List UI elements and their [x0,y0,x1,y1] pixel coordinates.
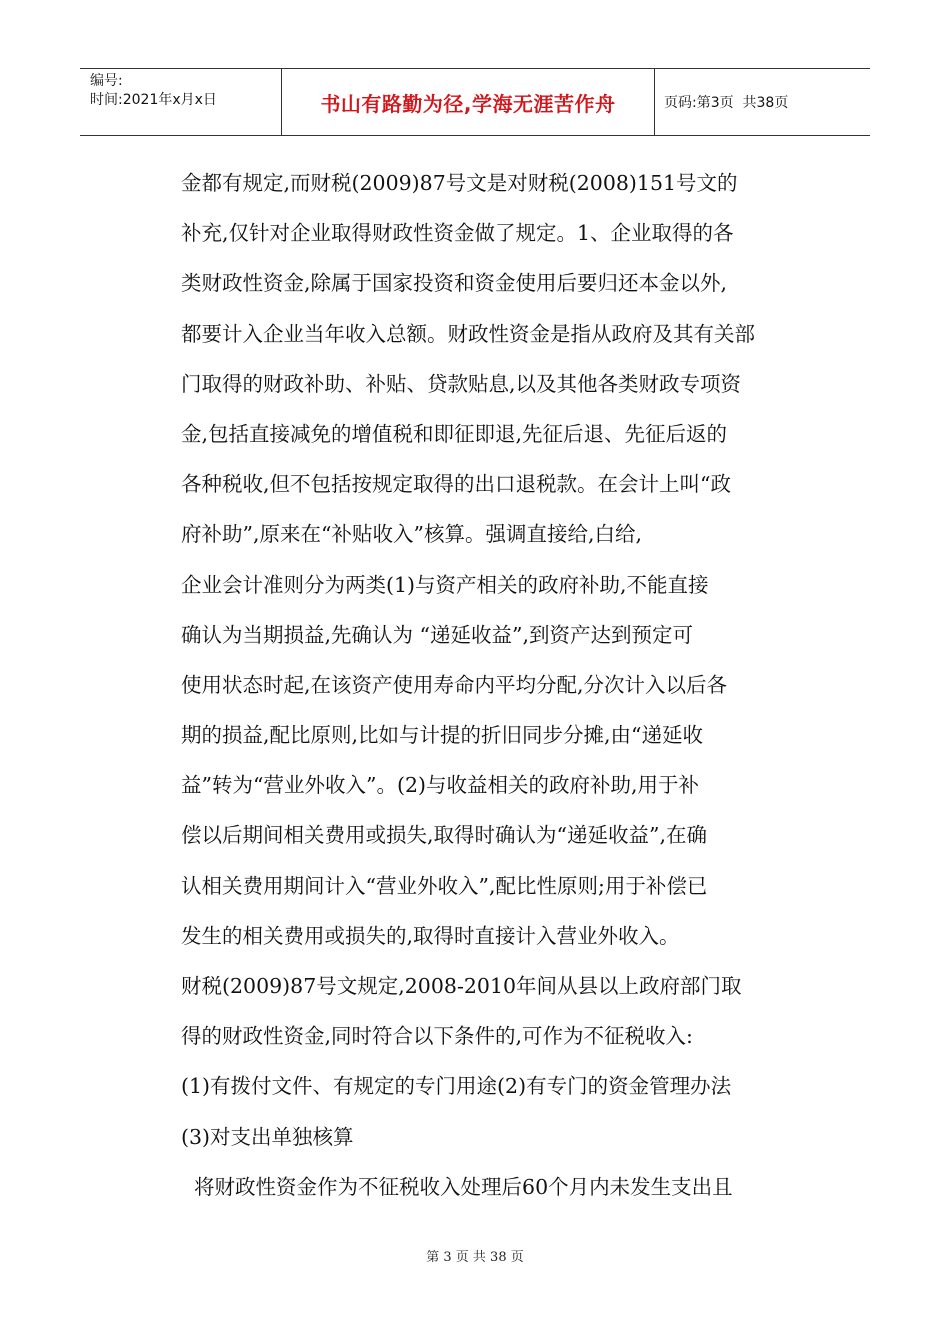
page-header [80,68,870,136]
body-line: 金,包括直接减免的增值税和即征即退,先征后退、先征后返的 [181,421,728,446]
body-line: (3)对支出单独核算 [181,1124,354,1149]
body-line: 使用状态时起,在该资产使用寿命内平均分配,分次计入以后各 [181,672,728,697]
body-line: 益”转为“营业外收入”。(2)与收益相关的政府补助,用于补 [181,773,699,798]
body-line: 认相关费用期间计入“营业外收入”,配比性原则;用于补偿已 [181,873,708,898]
header-meta [80,69,282,135]
body-line: 企业会计准则分为两类(1)与资产相关的政府补助,不能直接 [181,572,709,597]
body-line: 门取得的财政补助、补贴、贷款贴息,以及其他各类财政专项资 [181,371,742,396]
header-motto: 书山有路勤为径,学海无涯苦作舟 [282,69,655,135]
body-line: 期的损益,配比原则,比如与计提的折旧同步分摊,由“递延收 [181,723,704,748]
body-line: 偿以后期间相关费用或损失,取得时确认为“递延收益”,在确 [181,823,707,848]
body-line: 补充,仅针对企业取得财政性资金做了规定。1、企业取得的各 [181,221,734,246]
body-line: 发生的相关费用或损失的,取得时直接计入营业外收入。 [181,923,680,948]
body-line: 确认为当期损益,先确认为 “递延收益”,到资产达到预定可 [181,622,694,647]
body-line: 金都有规定,而财税(2009)87号文是对财税(2008)151号文的 [181,171,738,195]
document-date: 时间:2021年x月x日 [90,92,217,108]
header-page-number: 页码:第3页 共38页 [664,95,789,111]
body-line: 将财政性资金作为不征税收入处理后60个月内未发生支出且 [181,1174,733,1199]
document-body [181,158,821,1212]
body-line: 都要计入企业当年收入总额。财政性资金是指从政府及其有关部 [181,321,755,346]
body-line: 财税(2009)87号文规定,2008-2010年间从县以上政府部门取 [181,974,742,998]
header-page-info [654,69,870,135]
body-line: (1)有拨付文件、有规定的专门用途(2)有专门的资金管理办法 [181,1074,732,1099]
page-footer: 第 3 页 共 38 页 [426,1250,524,1265]
body-line: 类财政性资金,除属于国家投资和资金使用后要归还本金以外, [181,271,728,296]
body-line: 各种税收,但不包括按规定取得的出口退税款。在会计上叫“政 [181,472,731,497]
document-number-label: 编号: [90,73,123,89]
body-line: 得的财政性资金,同时符合以下条件的,可作为不征税收入: [181,1024,693,1049]
body-line: 府补助”,原来在“补贴收入”核算。强调直接给,白给, [181,522,642,547]
